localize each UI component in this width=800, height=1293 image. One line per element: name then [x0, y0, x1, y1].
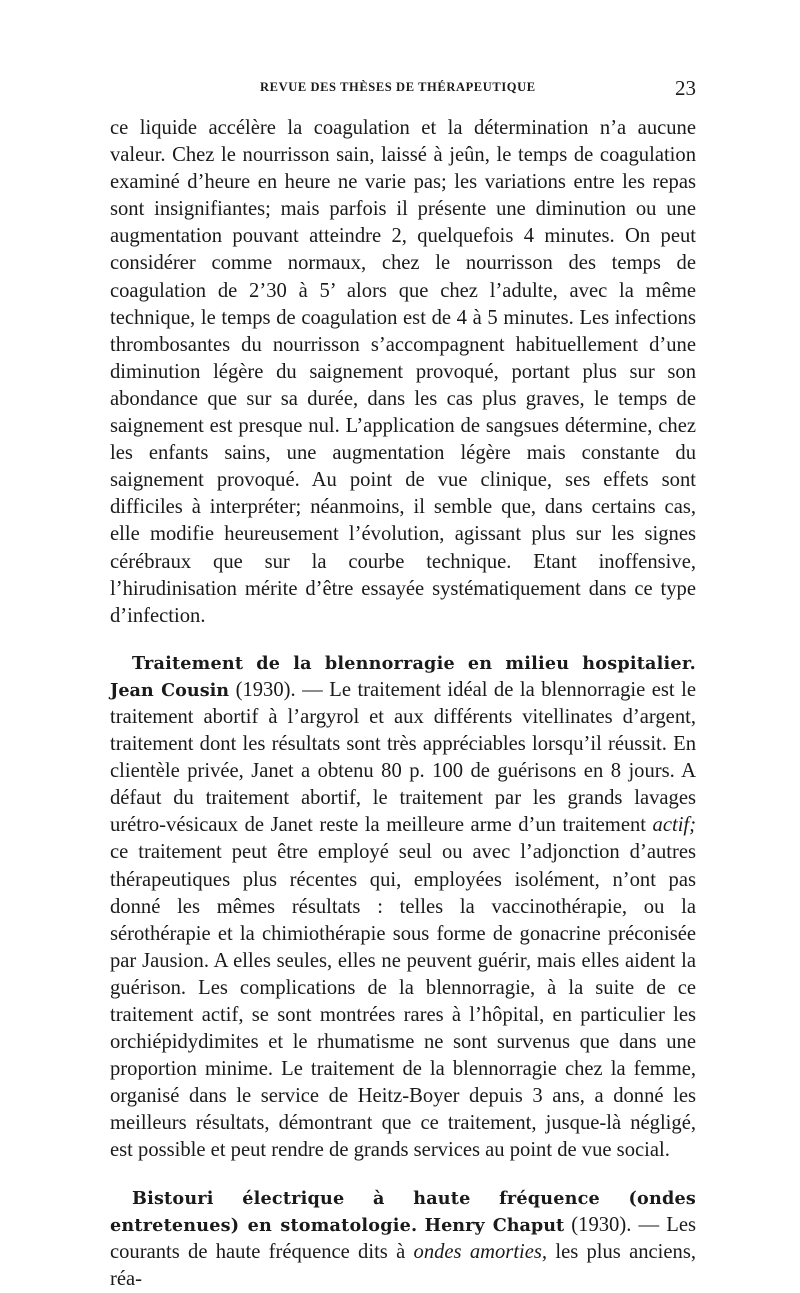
page-number: 23: [675, 76, 696, 100]
article-bistouri: [110, 1185, 696, 1293]
article-text-continued: les plus anciens, réa-: [110, 1240, 696, 1290]
continuation-paragraph: ce liquide accélère la coagulation et la détermination n’a aucune valeur. Chez le nourrisson sain, laissé à jeûn, le temps de coagulation examiné d’heure en heure ne varie pas; les variations entre les repas sont insignifiantes; mais parfois il présente une diminution ou une augmentation pouvant atteindre 2, quelquefois 4 minutes. On peut considérer comme normaux, chez le nourrisson des temps de coagulation de 2’30 à 5’ alors que chez l’adulte, avec la même technique, le temps de coagulation est de 4 à 5 minutes. Les infections thrombosantes du nourrisson s’accompagnent habituellement d’une diminution légère du saignement provoqué, portant plus sur son abondance que sur sa durée, dans les cas plus graves, le temps de saignement est presque nul. L’application de sangsues détermine, chez les enfants sains, une augmentation légère mais constante du saignement provoqué. Au point de vue clinique, ses effets sont difficiles à interpréter; néanmoins, il semble que, dans certains cas, elle modifie heureusement l’évolution, agissant plus sur les signes cérébraux que sur la courbe technique. Etant inoffensive, l’hirudinisation mérite d’être essayée systématiquement dans ce type d’infection.: [110, 117, 696, 627]
page-header: [110, 76, 696, 102]
article-year: (1930).: [571, 1213, 632, 1236]
running-title: REVUE DES THÈSES DE THÉRAPEUTIQUE: [260, 80, 536, 94]
article-title: Bistouri électrique à haute fréquence (ondes entretenues) en stomatologie.: [110, 1187, 696, 1236]
article-year: (1930).: [235, 678, 296, 701]
article-text: — Le traitement idéal de la blennorragie est le traitement abortif à l’argyrol et aux différents vitellinates d’argent, traitement dont les résultats sont très appréciables lorsqu’il réussit. En clientèle privée, Janet a obtenu 80 p. 100 de guérisons en 8 jours. A défaut du traitement abortif, le traitement par les grands lavages urétro-vésicaux de Janet reste la meilleure arme d’un traitement: [110, 678, 697, 837]
article-blennorragie: [110, 650, 696, 1165]
article-text: — Les courants de haute fréquence dits à: [110, 1213, 696, 1263]
article-author: Jean Cousin: [110, 679, 230, 701]
article-title: Traitement de la blennorragie en milieu hospitalier.: [132, 652, 696, 674]
article-emphasis: actif;: [652, 814, 696, 837]
body-text: [110, 115, 696, 1293]
article-author: Henry Chaput: [424, 1214, 565, 1236]
article-emphasis: ondes amorties,: [413, 1240, 548, 1263]
article-text-continued: ce traitement peut être employé seul ou avec l’adjonction d’autres thérapeutiques plus récentes qui, employées isolément, n’ont pas donné les mêmes résultats : telles la vaccinothérapie, ou la sérothérapie et la chimiothérapie sous forme de gonacrine préconisée par Jausion. A elles seules, elles ne peuvent guérir, mais elles aident la guérison. Les complications de la blennorragie, à la suite de ce traitement actif, se sont montrées rares à l’hôpital, en particulier les orchiépidydimites et le rhumatisme ne sont survenus que dans une proportion minime. Le traitement de la blennorragie chez la femme, organisé dans le service de Heitz-Boyer depuis 3 ans, a donné les meilleurs résultats, démontrant que ce traitement, jusque-là négligé, est possible et peut rendre de grands services au point de vue social.: [110, 841, 696, 1162]
